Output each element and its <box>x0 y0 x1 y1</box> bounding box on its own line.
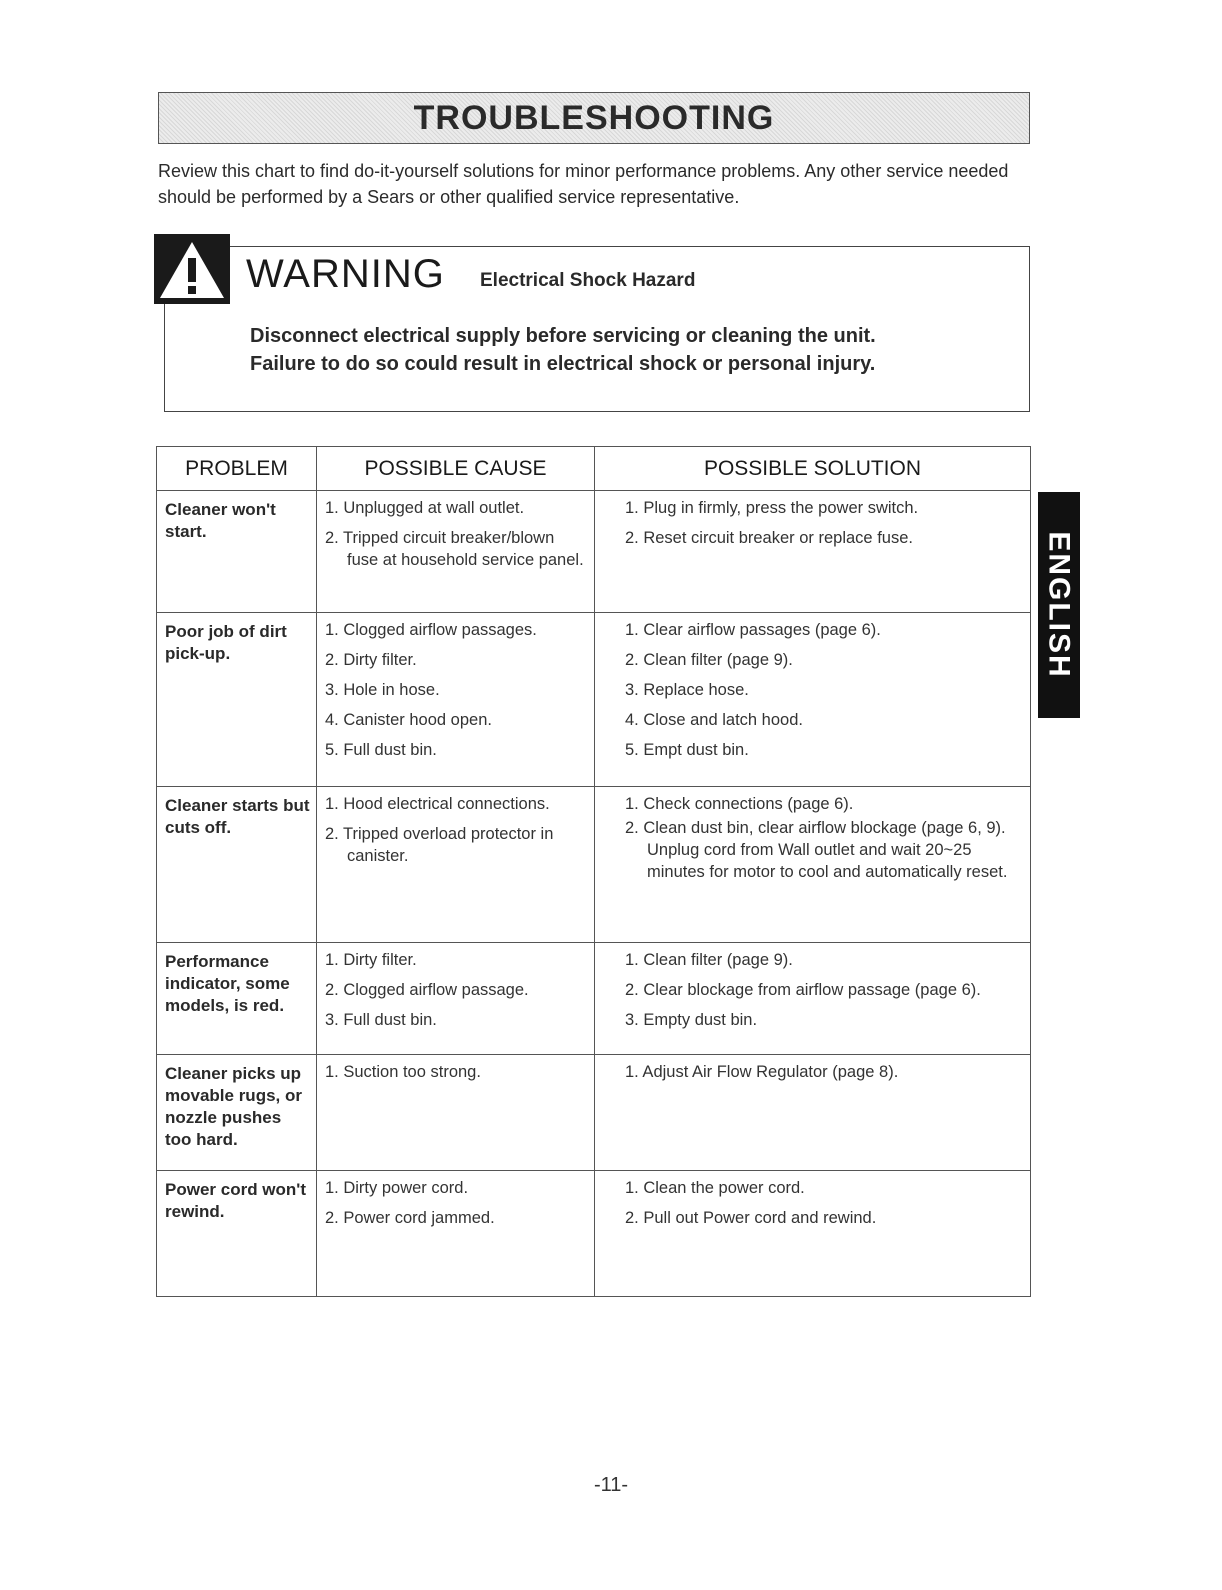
warning-line-2: Failure to do so could result in electrical shock or personal injury. <box>250 353 876 375</box>
solution-cell <box>595 613 1031 787</box>
problem-cell: Poor job of dirt pick-up. <box>157 613 317 787</box>
solution-item: 2. Clean filter (page 9). <box>625 651 793 669</box>
cause-item: 2. Power cord jammed. <box>325 1209 495 1227</box>
solution-item: 1. Clear airflow passages (page 6). <box>625 621 881 639</box>
troubleshooting-table <box>156 446 1031 1297</box>
solution-item: 4. Close and latch hood. <box>625 711 803 729</box>
cause-item: 2. Dirty filter. <box>325 651 417 669</box>
solution-cell <box>595 1055 1031 1171</box>
solution-cell <box>595 787 1031 943</box>
header-problem: PROBLEM <box>157 447 317 491</box>
solution-item: 1. Clean filter (page 9). <box>625 951 793 969</box>
problem-cell: Performance indicator, some models, is red. <box>157 943 317 1055</box>
solution-item: 3. Replace hose. <box>625 681 749 699</box>
title-banner <box>158 92 1030 144</box>
page-number: -11- <box>593 1474 629 1496</box>
problem-cell: Cleaner picks up movable rugs, or nozzle pushes too hard. <box>157 1055 317 1171</box>
cause-cell <box>317 613 595 787</box>
cause-item: 4. Canister hood open. <box>325 711 492 729</box>
cause-item: 1. Unplugged at wall outlet. <box>325 499 525 517</box>
table-row <box>157 943 1031 1055</box>
page-title: TROUBLESHOOTING <box>413 98 775 137</box>
language-tab-label: ENGLISH <box>1043 531 1077 679</box>
solution-item: 1. Clean the power cord. <box>625 1179 805 1197</box>
language-tab <box>1038 492 1080 718</box>
problem-cell: Cleaner won't start. <box>157 491 317 613</box>
solution-item: 1. Check connections (page 6). <box>625 795 854 813</box>
table-row <box>157 787 1031 943</box>
cause-item: 3. Hole in hose. <box>325 681 440 699</box>
table-row <box>157 1171 1031 1297</box>
cause-cell <box>317 1055 595 1171</box>
problem-cell: Power cord won't rewind. <box>157 1171 317 1297</box>
solution-item: 2. Reset circuit breaker or replace fuse. <box>625 529 913 547</box>
cause-item: 3. Full dust bin. <box>325 1011 437 1029</box>
cause-cell <box>317 1171 595 1297</box>
warning-message <box>250 322 1010 378</box>
table-header-row <box>157 447 1031 491</box>
cause-item: 2. Tripped overload protector in canister. <box>325 825 554 865</box>
problem-cell: Cleaner starts but cuts off. <box>157 787 317 943</box>
warning-hazard: Electrical Shock Hazard <box>480 270 696 291</box>
table-row <box>157 1055 1031 1171</box>
solution-item: 2. Clean dust bin, clear airflow blockage (page 6, 9). Unplug cord from Wall outlet and wait 20~25 minutes for motor to cool and automatically reset. <box>625 819 1008 881</box>
solution-item: 1. Plug in firmly, press the power switch. <box>625 499 919 517</box>
warning-line-1: Disconnect electrical supply before servicing or cleaning the unit. <box>250 325 876 347</box>
cause-cell <box>317 491 595 613</box>
solution-cell <box>595 1171 1031 1297</box>
solution-item: 1. Adjust Air Flow Regulator (page 8). <box>625 1063 899 1081</box>
intro-text: Review this chart to find do-it-yourself solutions for minor performance problems. Any other service needed should be performed by a Sears or other qualified service representative. <box>158 161 1009 207</box>
solution-item: 3. Empty dust bin. <box>625 1011 758 1029</box>
warning-heading: WARNING <box>246 252 445 296</box>
cause-item: 1. Suction too strong. <box>325 1063 481 1081</box>
solution-item: 2. Pull out Power cord and rewind. <box>625 1209 877 1227</box>
table-row <box>157 613 1031 787</box>
cause-item: 2. Tripped circuit breaker/blown fuse at household service panel. <box>325 529 584 569</box>
cause-item: 2. Clogged airflow passage. <box>325 981 529 999</box>
header-cause: POSSIBLE CAUSE <box>317 447 595 491</box>
cause-cell <box>317 787 595 943</box>
header-solution: POSSIBLE SOLUTION <box>595 447 1031 491</box>
solution-cell <box>595 491 1031 613</box>
cause-item: 5. Full dust bin. <box>325 741 437 759</box>
warning-triangle-icon <box>154 234 230 304</box>
cause-item: 1. Clogged airflow passages. <box>325 621 537 639</box>
cause-item: 1. Hood electrical connections. <box>325 795 550 813</box>
cause-cell <box>317 943 595 1055</box>
cause-item: 1. Dirty power cord. <box>325 1179 469 1197</box>
solution-item: 5. Empt dust bin. <box>625 741 749 759</box>
cause-item: 1. Dirty filter. <box>325 951 417 969</box>
solution-cell <box>595 943 1031 1055</box>
solution-item: 2. Clear blockage from airflow passage (page 6). <box>625 981 981 999</box>
table-row <box>157 491 1031 613</box>
